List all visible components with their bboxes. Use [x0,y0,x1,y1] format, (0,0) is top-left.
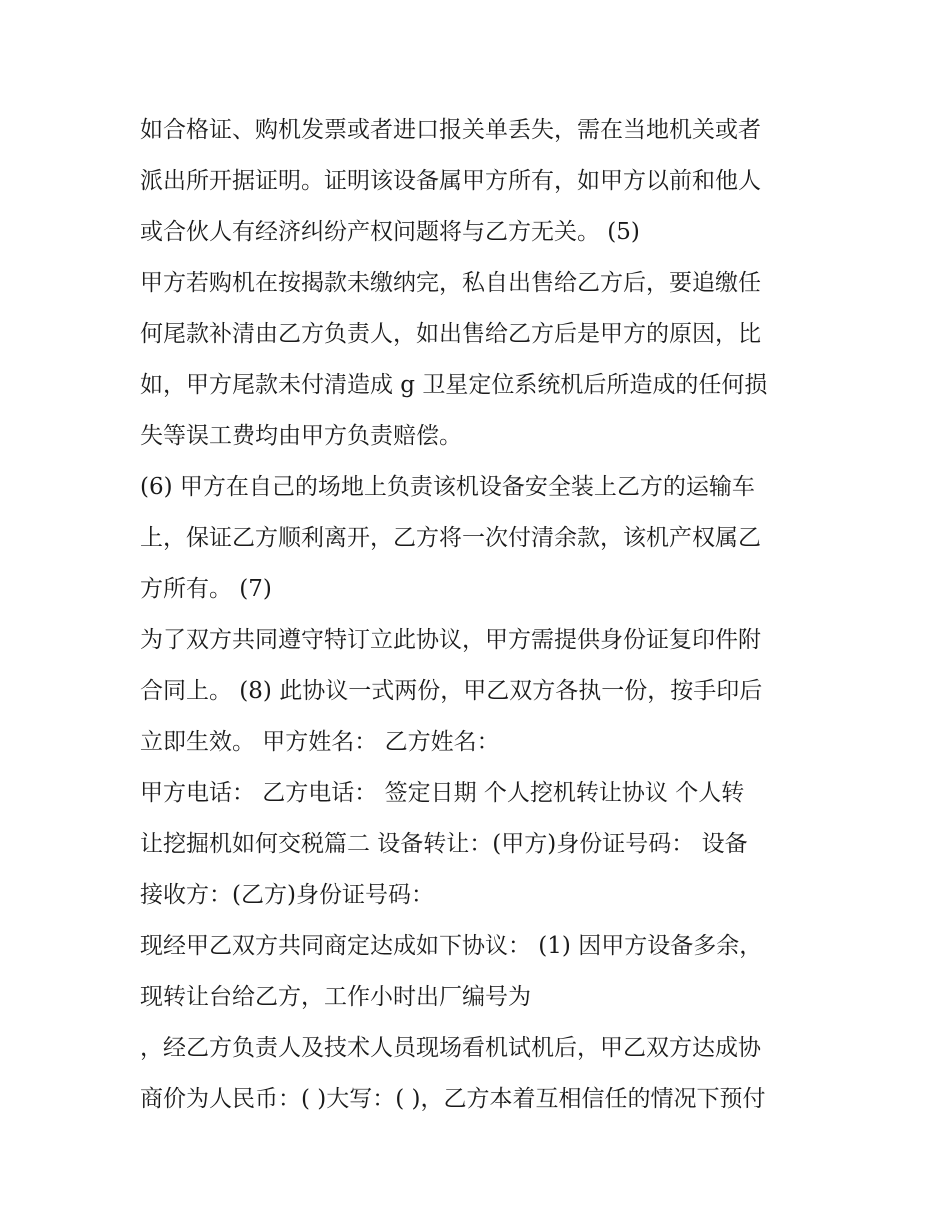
text-line: 方所有。 (7) [140,576,272,602]
text-line: 何尾款补清由乙方负责人，如出售给乙方后是甲方的原因，比 [140,321,761,347]
text-line: 现经甲乙双方共同商定达成如下协议： (1) 因甲方设备多余， [140,933,763,959]
text-line: 派出所开据证明。证明该设备属甲方所有，如甲方以前和他人 [140,168,761,194]
text-line: 商价为人民币：( )大写：( )，乙方本着互相信任的情况下预付 [140,1086,766,1112]
text-line: 接收方：(乙方)身份证号码： [140,882,434,908]
text-line: 上，保证乙方顺利离开，乙方将一次付清余款，该机产权属乙 [140,525,761,551]
text-line: 现转让台给乙方，工作小时出厂编号为 [140,984,531,1010]
text-line: 立即生效。 甲方姓名： 乙方姓名： [140,729,500,755]
text-line: ，经乙方负责人及技术人员现场看机试机后，甲乙双方达成协 [140,1035,761,1061]
text-line: 甲方若购机在按揭款未缴纳完，私自出售给乙方后，要追缴任 [140,270,761,296]
text-line: 让挖掘机如何交税篇二 设备转让：(甲方)身份证号码： 设备 [140,831,748,857]
text-line: 或合伙人有经济纠纷产权问题将与乙方无关。 (5) [140,219,640,245]
text-line: (6) 甲方在自己的场地上负责该机设备安全装上乙方的运输车 [140,474,755,500]
text-line: 合同上。 (8) 此协议一式两份，甲乙双方各执一份，按手印后 [140,678,763,704]
text-line: 如，甲方尾款未付清造成 g 卫星定位系统机后所造成的任何损 [140,372,768,398]
text-line: 为了双方共同遵守特订立此协议，甲方需提供身份证复印件附 [140,627,761,653]
text-line: 甲方电话： 乙方电话： 签定日期 个人挖机转让协议 个人转 [140,780,745,806]
text-line: 如合格证、购机发票或者进口报关单丢失，需在当地机关或者 [140,117,761,143]
text-line: 失等误工费均由甲方负责赔偿。 [140,423,462,449]
